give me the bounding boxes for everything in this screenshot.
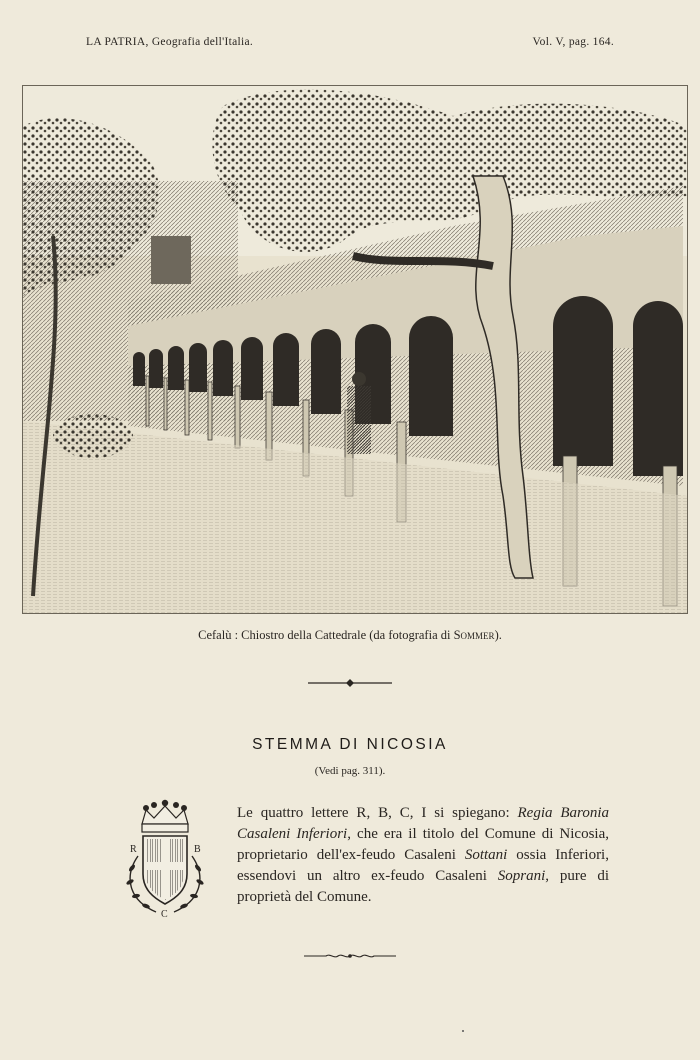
section-title: STEMMA DI NICOSIA <box>252 736 448 753</box>
header-volume-page: Vol. V, pag. 164. <box>532 36 614 48</box>
para-italic-soprani: Soprani <box>497 868 546 884</box>
para-text-3: ossia Inferiori, essendovi un altro ex-feudo Casaleni <box>237 847 609 884</box>
running-header <box>86 36 614 48</box>
para-text-1: Le quattro lettere R, B, C, I si spiegano: <box>237 805 518 821</box>
section-page-reference: (Vedi pag. 311). <box>314 765 386 777</box>
engraving-illustration <box>22 85 688 614</box>
divider-ornament <box>308 675 392 693</box>
illustration-caption <box>0 628 700 643</box>
crest-letter-r: R <box>130 844 137 855</box>
caption-close: ). <box>494 628 502 642</box>
para-text-4: , pure di proprietà del Comune. <box>237 868 609 905</box>
crest-letter-c: C <box>161 909 168 918</box>
para-italic-sottani: Sottani <box>464 847 508 863</box>
crest-letter-b: B <box>194 844 201 855</box>
caption-photographer: Sommer <box>453 628 495 642</box>
cloister-engraving <box>23 86 687 613</box>
header-title: LA PATRIA, Geografia dell'Italia. <box>86 36 254 48</box>
para-text-2: , che era il titolo del Comune di Nicosia, proprietario dell'ex-feudo Casaleni <box>237 826 609 863</box>
tailpiece-ornament <box>304 948 396 966</box>
coat-of-arms-description <box>237 803 609 908</box>
caption-text: Cefalù : Chiostro della Cattedrale (da fotografia di <box>198 628 454 642</box>
nicosia-coat-of-arms <box>110 796 220 918</box>
page-speck <box>462 1030 464 1032</box>
para-italic-regia-baronia: Regia Baronia Casaleni Inferiori <box>237 805 610 842</box>
